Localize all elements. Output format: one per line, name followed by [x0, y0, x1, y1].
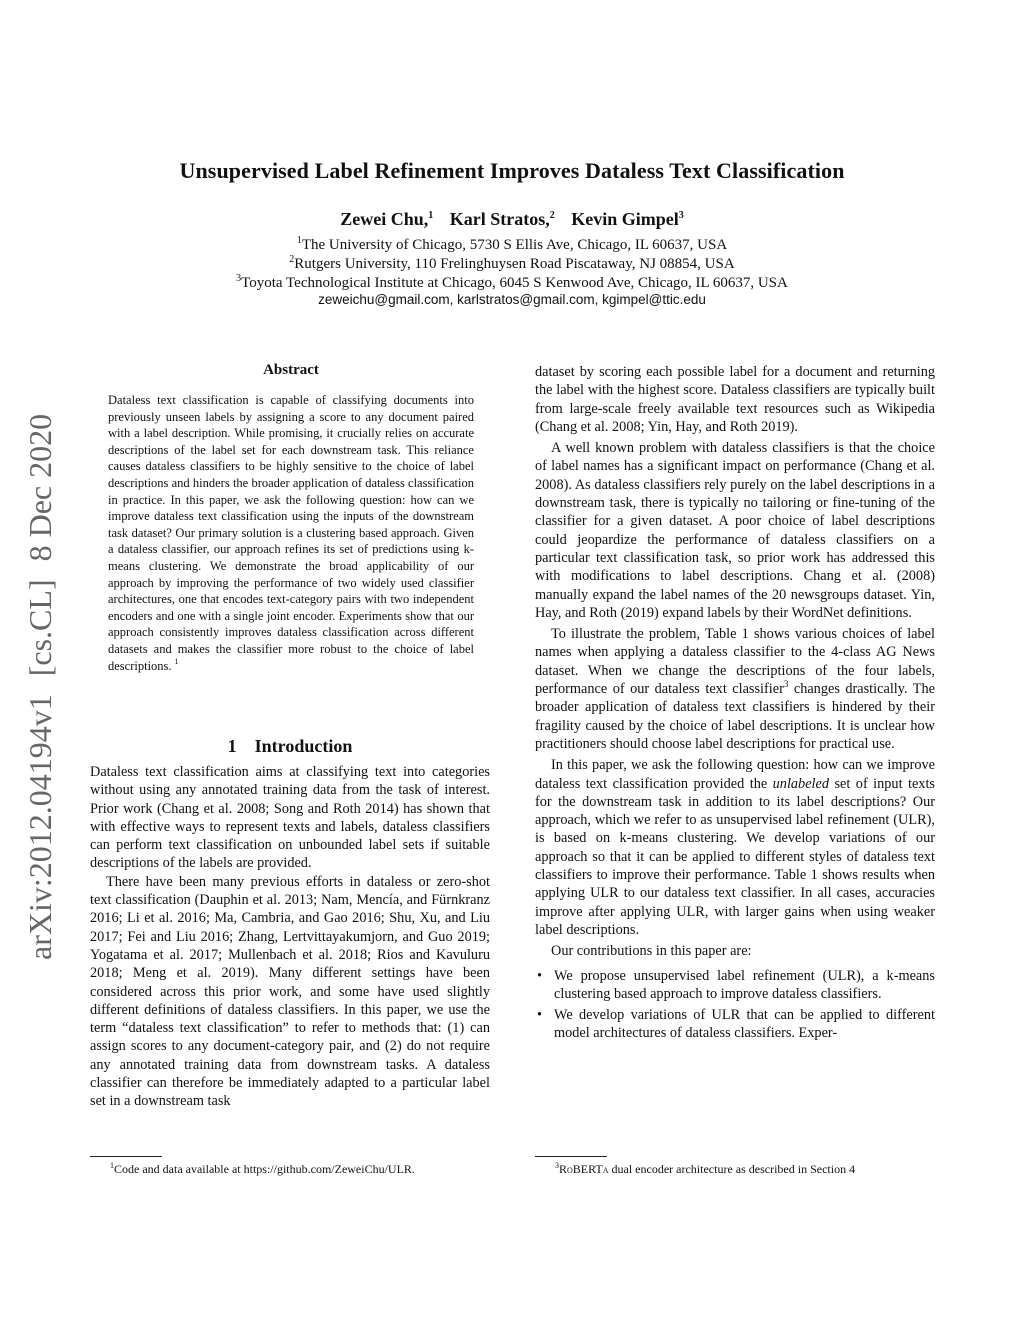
paper-title: Unsupervised Label Refinement Improves Dataless Text Classification	[179, 158, 845, 183]
author-list	[0, 209, 1024, 230]
arxiv-category: [cs.CL]	[22, 579, 58, 677]
paragraph: To illustrate the problem, Table 1 shows various choices of label names when applying a dataless classifier to the 4-class AG News dataset. When we change the descriptions of the four labels, performance of our dataless text classifier$^3$ changes drastically. The broader application of dataless text classifiers is hindered by their fragility caused by the choice of label descriptions. It is unclear how practitioners should choose label descriptions for practical use.	[535, 626, 936, 752]
paragraph: dataset by scoring each possible label for a document and returning the label with the highest score. Dataless classifiers are typically built from large-scale freely available text resources such as Wikipedia (Chang et al. 2008; Yin, Hay, and Roth 2019).	[535, 364, 935, 435]
section-heading-introduction: 1 Introduction	[227, 736, 353, 756]
footnote-divider	[90, 1156, 162, 1157]
introduction-body	[90, 763, 490, 1111]
list-item: • We develop variations of ULR that can be applied to different model architectures of dataless classifiers. Exper-	[537, 1007, 935, 1042]
footnote-left: $^1$Code and data available at https://github.com/ZeweiChu/ULR.	[110, 1161, 415, 1176]
contributions-list	[535, 967, 935, 1043]
paragraph: Our contributions in this paper are:	[551, 943, 752, 960]
affiliation: $^3$Toyota Technological Institute at Chicago, 6045 S Kenwood Ave, Chicago, IL 60637, USA	[236, 273, 788, 291]
paragraph: Dataless text classification aims at classifying text into categories without using any annotated training data from the task of interest. Prior work (Chang et al. 2008; Song and Roth 2014) has shown that with effective ways to represent texts and labels, dataless classifiers can perform text classification on unbounded label sets if suitable descriptions of the labels are provided.	[90, 764, 490, 872]
affiliation: $^1$The University of Chicago, 5730 S Ellis Ave, Chicago, IL 60637, USA	[296, 235, 728, 253]
abstract-heading: Abstract	[263, 362, 319, 378]
abstract-text: Dataless text classification is capable of classifying documents into previously unseen labels by assigning a score to any document paired with a label description. While promising, it crucially relies on accurate descriptions of the label set for each downstream task. This reliance causes dataless classifiers to be highly sensitive to the choice of label descriptions and hinders the broader application of dataless classification in practice. In this paper, we ask the following question: how can we improve dataless text classification using the inputs of the downstream task dataset? Our primary solution is a clustering based approach. Given a dataless classifier, our approach refines its set of predictions using k-means clustering. We demonstrate the broad applicability of our approach by improving the performance of two widely used classifier architectures, one that encodes text-category pairs with two independent encoders and one with a single joint encoder. Experiments show that our approach consistently improves dataless classification across different datasets and makes the classifier more robust to the choice of label descriptions. $^1$	[108, 393, 474, 673]
author: Karl Stratos,$^2$	[449, 209, 555, 229]
author-emails: zeweichu@gmail.com, karlstratos@gmail.com, kgimpel@ttic.edu	[318, 292, 706, 307]
arxiv-date: 8 Dec 2020	[22, 413, 58, 562]
bullet: •	[537, 1007, 543, 1024]
author: Kevin Gimpel$^3$	[571, 209, 684, 229]
right-column-body	[535, 363, 935, 1046]
arxiv-stamp	[22, 396, 59, 960]
bullet: •	[537, 967, 543, 984]
arxiv-id: arXiv:2012.04194v1	[22, 694, 58, 960]
paragraph: There have been many previous efforts in dataless or zero-shot text classification (Dauphin et al. 2013; Nam, Mencía, and Fürnkranz 2016; Li et al. 2016; Ma, Cambria, and Gao 2016; Shu, Xu, and Liu 2017; Fei and Liu 2016; Zhang, Lertvittayakumjorn, and Guo 2019; Yogatama et al. 2017; Mullenbach et al. 2018; Rios and Kavuluru 2018; Meng et al. 2019). Many different settings have been considered across this prior work, and some have used slightly different definitions of dataless classifiers. In this paper, we use the term “dataless text classification” to refer to methods that: (1) can assign scores to any document-category pair, and (2) do not require any annotated training data from downstream tasks. A dataless classifier can therefore be immediately adapted to a particular label set in a downstream task	[90, 873, 490, 1110]
footnote-divider	[535, 1156, 607, 1157]
paragraph: In this paper, we ask the following question: how can we improve dataless text classification provided the unlabeled set of input texts for the downstream task in addition to its label descriptions? Our approach, which we refer to as unsupervised label refinement (ULR), is based on k-means clustering. We develop variations of our approach so that it can be applied to different styles of dataless text classifiers to improve their performance. Table 1 shows results when applying ULR to our dataless text classifier. In all cases, accuracies improve after applying ULR, with larger gains when using weaker label descriptions.	[535, 757, 935, 938]
list-item: • We propose unsupervised label refinement (ULR), a k-means clustering based approach to improve dataless classifiers.	[537, 967, 935, 1002]
footnote-right: $^3$RoBERTa dual encoder architecture as described in Section 4	[555, 1161, 856, 1176]
affiliation: $^2$Rutgers University, 110 Frelinghuysen Road Piscataway, NJ 08854, USA	[289, 254, 735, 272]
paragraph: A well known problem with dataless classifiers is that the choice of label names has a significant impact on performance (Chang et al. 2008). As dataless classifiers rely purely on the label descriptions in a downstream task, there is typically no tailoring or fine-tuning of the classifier for a given dataset. A poor choice of label descriptions could jeopardize the performance of dataless classifiers on a particular text classification task, so prior work has addressed this with modifications to label descriptions. Chang et al. (2008) manually expand the label names of the 20 newsgroups dataset. Yin, Hay, and Roth (2019) expand labels by their WordNet definitions.	[535, 440, 935, 621]
author: Zewei Chu,$^1$	[340, 209, 434, 229]
